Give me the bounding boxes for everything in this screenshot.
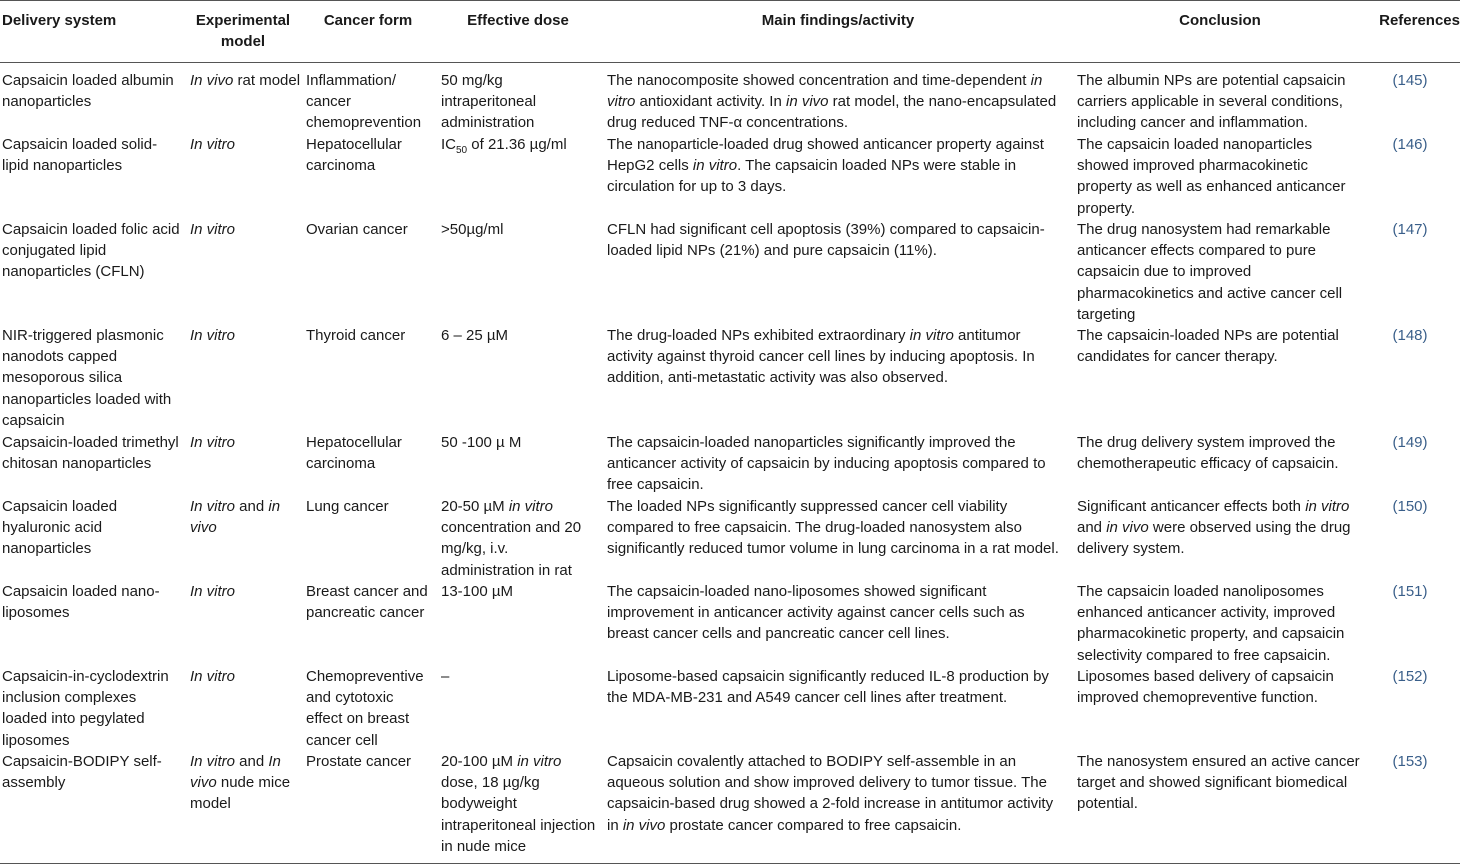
cancer-form-cell: Lung cancer <box>306 498 389 515</box>
experimental-model-cell <box>190 432 302 453</box>
text-segment: The capsaicin loaded nanoliposomes enhanced anticancer activity, improved pharmacokinetic property, and capsaicin selectivity compared to free capsaicin. <box>1077 583 1345 664</box>
reference-cell[interactable]: (153) <box>1392 753 1428 770</box>
conclusion-cell <box>1077 581 1362 666</box>
reference-cell[interactable]: (145) <box>1392 72 1428 89</box>
cancer-form-cell: Hepatocellular carcinoma <box>306 136 402 175</box>
main-findings-cell <box>607 751 1063 836</box>
text-segment: . The capsaicin loaded NPs were stable in circulation for up to 3 days. <box>607 157 1017 196</box>
experimental-model-cell <box>190 666 302 687</box>
delivery-system-cell: Capsaicin loaded hyaluronic acid nanoparticles <box>2 498 118 558</box>
conclusion-cell <box>1077 219 1362 325</box>
italic-text-segment: In vitro <box>190 753 236 770</box>
table-bottom-rule <box>0 863 1460 864</box>
effective-dose-cell <box>441 432 598 453</box>
text-segment: concentration and 20 mg/kg, i.v. administration in rat <box>441 519 582 579</box>
text-segment: Liposome-based capsaicin significantly reduced IL-8 production by the MDA-MB-231 and A549 cancer cell lines after treatment. <box>607 668 1049 707</box>
main-findings-cell <box>607 496 1063 560</box>
cancer-form-cell: Chemopreventive and cytotoxic effect on breast cancer cell <box>306 668 424 749</box>
italic-text-segment: in vitro <box>607 72 1043 111</box>
text-segment: Liposomes based delivery of capsaicin improved chemopreventive function. <box>1077 668 1334 707</box>
text-segment: rat model <box>233 72 301 89</box>
table-top-rule <box>0 0 1460 1</box>
header-experimental-model: Experimental model <box>195 12 291 51</box>
main-findings-cell <box>607 432 1063 496</box>
text-segment: 50 -100 µ M <box>441 434 522 451</box>
conclusion-cell <box>1077 432 1362 474</box>
text-segment: prostate cancer compared to free capsaicin. <box>665 816 962 834</box>
cancer-form-cell: Ovarian cancer <box>306 221 408 238</box>
text-segment: 20-100 µM <box>441 753 518 770</box>
text-segment: The drug delivery system improved the chemotherapeutic efficacy of capsaicin. <box>1077 434 1339 473</box>
italic-text-segment: in vitro <box>508 498 554 515</box>
conclusion-cell <box>1077 751 1362 815</box>
text-segment: The albumin NPs are potential capsaicin carriers applicable in several conditions, including cancer and inflammation. <box>1077 72 1346 132</box>
conclusion-cell <box>1077 70 1362 134</box>
main-findings-cell <box>607 325 1063 389</box>
experimental-model-cell <box>190 751 302 815</box>
italic-text-segment: In vitro <box>190 434 236 451</box>
reference-cell[interactable]: (152) <box>1392 668 1428 685</box>
delivery-system-cell: Capsaicin-loaded trimethyl chitosan nanoparticles <box>2 434 179 473</box>
text-segment: The drug-loaded NPs exhibited extraordinary <box>607 327 910 344</box>
delivery-system-cell: Capsaicin loaded nano-liposomes <box>2 583 160 622</box>
delivery-system-cell: Capsaicin loaded solid-lipid nanoparticles <box>2 136 158 175</box>
cancer-form-cell: Thyroid cancer <box>306 327 406 344</box>
main-findings-cell <box>607 581 1063 645</box>
text-segment: The nanoparticle-loaded drug showed anticancer property against HepG2 cells <box>607 136 1044 175</box>
text-segment: The capsaicin-loaded nanoparticles significantly improved the anticancer activity of capsaicin by inducing apoptosis compared to free capsaicin. <box>607 434 1046 494</box>
header-bottom-rule <box>0 62 1460 63</box>
header-cancer-form: Cancer form <box>323 12 413 29</box>
italic-text-segment: In vitro <box>190 583 236 600</box>
text-segment: 6 – 25 µM <box>441 327 509 344</box>
main-findings-cell <box>607 134 1063 198</box>
experimental-model-cell <box>190 70 302 91</box>
italic-text-segment: In vivo <box>190 72 234 89</box>
delivery-system-cell: Capsaicin loaded folic acid conjugated lipid nanoparticles (CFLN) <box>2 221 180 281</box>
italic-text-segment: In vitro <box>190 136 236 153</box>
effective-dose-cell <box>441 70 598 134</box>
text-segment: >50µg/ml <box>441 221 504 238</box>
text-segment: 13-100 µM <box>441 583 514 600</box>
text-segment: rat model, the nano-encapsulated drug reduced TNF-α concentrations. <box>607 93 1057 132</box>
reference-cell[interactable]: (147) <box>1392 221 1428 238</box>
text-segment: The drug nanosystem had remarkable anticancer effects compared to pure capsaicin due to improved pharmacokinetics and active cancer cell targeting <box>1077 221 1343 323</box>
italic-text-segment: In vitro <box>190 221 236 238</box>
italic-text-segment: in vivo <box>1106 519 1149 537</box>
reference-cell[interactable]: (148) <box>1392 327 1428 344</box>
text-segment: The loaded NPs significantly suppressed cancer cell viability compared to free capsaicin. The drug-loaded nanosystem also significantly reduced tumor volume in lung carcinoma in a rat model. <box>607 498 1059 558</box>
header-delivery-system: Delivery system <box>2 12 117 29</box>
effective-dose-cell <box>441 496 598 581</box>
italic-text-segment: in vivo <box>190 498 281 537</box>
text-segment: CFLN had significant cell apoptosis (39%) compared to capsaicin-loaded lipid NPs (21%) and pure capsaicin (11%). <box>607 221 1045 260</box>
effective-dose-cell <box>441 581 598 602</box>
reference-cell[interactable]: (150) <box>1392 498 1428 515</box>
delivery-system-cell: NIR-triggered plasmonic nanodots capped mesoporous silica nanoparticles loaded with capsaicin <box>2 327 172 429</box>
text-segment: antioxidant activity. In <box>635 93 786 111</box>
italic-text-segment: In vivo <box>190 753 281 792</box>
effective-dose-cell <box>441 325 598 346</box>
cancer-form-cell: Breast cancer and pancreatic cancer <box>306 583 428 622</box>
italic-text-segment: in vitro <box>517 753 562 770</box>
text-segment: were observed using the drug delivery system. <box>1077 519 1351 558</box>
text-segment: The capsaicin-loaded NPs are potential candidates for cancer therapy. <box>1077 327 1339 366</box>
reference-cell[interactable]: (149) <box>1392 434 1428 451</box>
text-segment: – <box>441 668 450 685</box>
conclusion-cell <box>1077 134 1362 219</box>
text-segment: 50 mg/kg intraperitoneal administration <box>441 72 537 132</box>
text-segment: The capsaicin loaded nanoparticles showed improved pharmacokinetic property as well as enhanced anticancer property. <box>1077 136 1346 217</box>
text-segment: 20-50 µM <box>441 498 509 515</box>
text-segment: and <box>235 753 269 770</box>
italic-text-segment: in vitro <box>909 327 954 344</box>
header-conclusion: Conclusion <box>1179 12 1261 29</box>
text-segment: and <box>235 498 269 515</box>
text-segment: IC <box>441 136 456 153</box>
italic-text-segment: in vitro <box>1305 498 1350 515</box>
delivery-system-cell: Capsaicin-BODIPY self-assembly <box>2 753 162 792</box>
cancer-form-cell: Prostate cancer <box>306 753 412 770</box>
delivery-system-cell: Capsaicin-in-cyclodextrin inclusion complexes loaded into pegylated liposomes <box>2 668 169 749</box>
effective-dose-cell <box>441 219 598 240</box>
experimental-model-cell <box>190 581 302 602</box>
italic-text-segment: In vitro <box>190 327 236 344</box>
effective-dose-cell <box>441 666 598 687</box>
text-segment: The nanosystem ensured an active cancer target and showed significant biomedical potential. <box>1077 753 1360 813</box>
experimental-model-cell <box>190 134 302 155</box>
text-segment: antitumor activity against thyroid cancer cell lines by inducing apoptosis. In addition, anti-metastatic activity was also observed. <box>607 327 1035 387</box>
italic-text-segment: In vitro <box>190 498 236 515</box>
text-segment: Significant anticancer effects both <box>1077 498 1306 515</box>
text-segment: The nanocomposite showed concentration and time-dependent <box>607 72 1031 89</box>
effective-dose-cell <box>441 134 598 155</box>
header-main-findings: Main findings/activity <box>761 12 915 29</box>
italic-text-segment: in vitro <box>692 157 738 175</box>
text-segment: The capsaicin-loaded nano-liposomes showed significant improvement in anticancer activity against cancer cells such as breast cancer cells and pancreatic cancer cell lines. <box>607 583 1025 643</box>
reference-cell[interactable]: (151) <box>1392 583 1428 600</box>
experimental-model-cell <box>190 325 302 346</box>
delivery-system-cell: Capsaicin loaded albumin nanoparticles <box>2 72 174 111</box>
experimental-model-cell <box>190 219 302 240</box>
experimental-model-cell <box>190 496 302 538</box>
italic-text-segment: In vitro <box>190 668 236 685</box>
cancer-form-cell: Hepatocellular carcinoma <box>306 434 402 473</box>
header-effective-dose: Effective dose <box>467 12 569 29</box>
text-segment: of 21.36 µg/ml <box>467 136 567 153</box>
text-segment: Capsaicin covalently attached to BODIPY self-assemble in an aqueous solution and show improved delivery to tumor tissue. The capsaicin-based drug showed a 2-fold increase in antitumor activity in <box>607 753 1054 834</box>
reference-cell[interactable]: (146) <box>1392 136 1428 153</box>
text-segment: dose, 18 µg/kg bodyweight intraperitoneal injection in nude mice <box>441 774 596 855</box>
header-references: References <box>1379 12 1460 29</box>
italic-text-segment: in vivo <box>622 816 666 834</box>
effective-dose-cell <box>441 751 598 857</box>
conclusion-cell <box>1077 496 1362 560</box>
italic-text-segment: in vivo <box>785 93 829 111</box>
conclusion-cell <box>1077 325 1362 367</box>
main-findings-cell <box>607 70 1063 134</box>
cancer-form-cell: Inflammation/ cancer chemoprevention <box>306 72 422 132</box>
text-segment: nude mice model <box>190 774 291 813</box>
conclusion-cell <box>1077 666 1362 708</box>
subscript-text: 50 <box>456 145 468 156</box>
text-segment: and <box>1077 519 1107 537</box>
main-findings-cell <box>607 219 1063 261</box>
main-findings-cell <box>607 666 1063 708</box>
